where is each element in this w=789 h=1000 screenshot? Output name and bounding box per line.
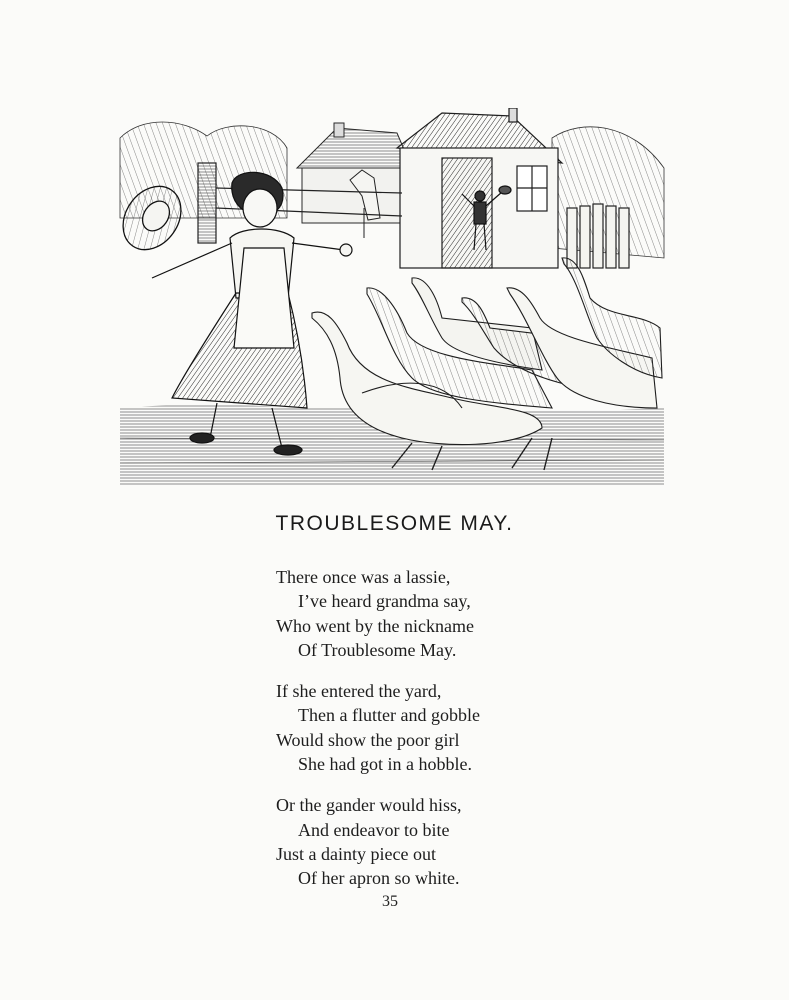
poem-line: I’ve heard grandma say, [298, 591, 471, 612]
poem-title: TROUBLESOME MAY. [275, 512, 514, 535]
background-cottage [297, 123, 412, 223]
poem-line: Would show the poor girl [276, 729, 460, 750]
stanza-3 [276, 793, 596, 890]
poem-line: There once was a lassie, [276, 567, 451, 587]
poem-line: Of her apron so white. [298, 868, 460, 889]
poem-line: If she entered the yard, [276, 681, 442, 702]
house [397, 108, 562, 268]
poem-line: Then a flutter and gobble [298, 705, 480, 726]
poem-line: Or the gander would hiss, [276, 795, 462, 816]
engraving-illustration [112, 108, 672, 488]
stanza-2 [276, 679, 596, 776]
engraving-girl-and-geese [112, 108, 672, 488]
poem-body [276, 565, 596, 908]
poem-line: She had got in a hobble. [298, 754, 472, 775]
poem-line: Who went by the nickname [276, 615, 474, 636]
poem-line: Of Troublesome May. [298, 639, 457, 660]
poem-line: And endeavor to bite [298, 819, 450, 840]
page-number: 35 [382, 893, 398, 910]
stanza-1 [276, 565, 596, 662]
poem-line: Just a dainty piece out [276, 843, 436, 864]
